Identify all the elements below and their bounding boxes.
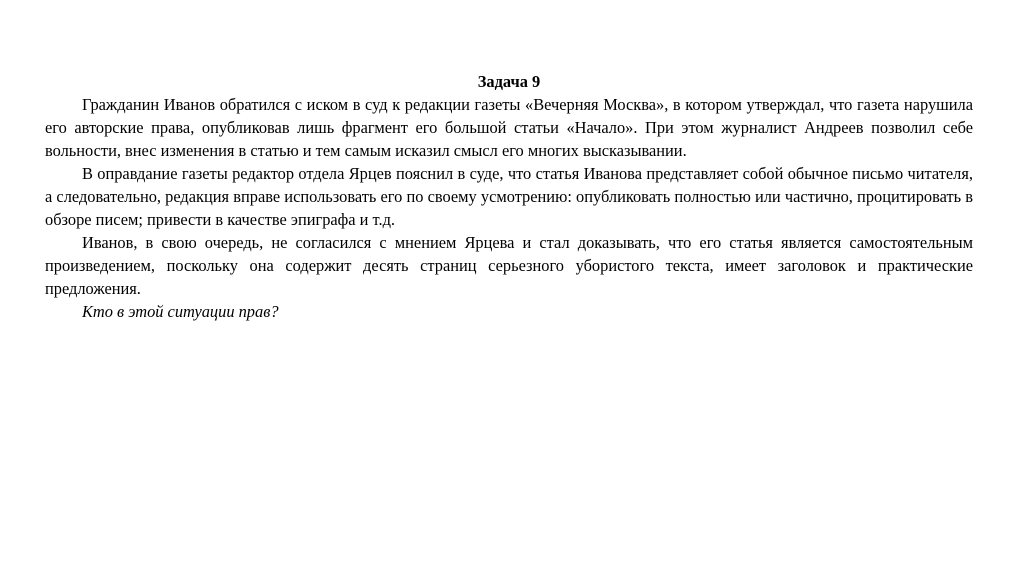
task-paragraph-3: Иванов, в свою очередь, не согласился с мнением Ярцева и стал доказывать, что его статья является самостоятельным произведением, поскольку она содержит десять страниц серьезного убористого текста, имеет заголовок и практические предложения.: [45, 233, 973, 298]
task-paragraph-1: Гражданин Иванов обратился с иском в суд к редакции газеты «Вечерняя Москва», в котором утверждал, что газета нарушила его авторские права, опубликовав лишь фрагмент его большой статьи «Начало». При этом журналист Андреев позволил себе вольности, внес изменения в статью и тем самым исказил смысл его многих высказывании.: [45, 95, 973, 160]
task-title: Задача 9: [477, 72, 541, 91]
task-paragraph-2: В оправдание газеты редактор отдела Ярцев пояснил в суде, что статья Иванова представляет собой обычное письмо читателя, а следовательно, редакция вправе использовать его по своему усмотрению: опубликовать полностью или частично, процитировать в обзоре писем; привести в качестве эпиграфа и т.д.: [45, 164, 973, 229]
task-content: [45, 70, 973, 323]
task-question: Кто в этой ситуации прав?: [82, 302, 279, 321]
